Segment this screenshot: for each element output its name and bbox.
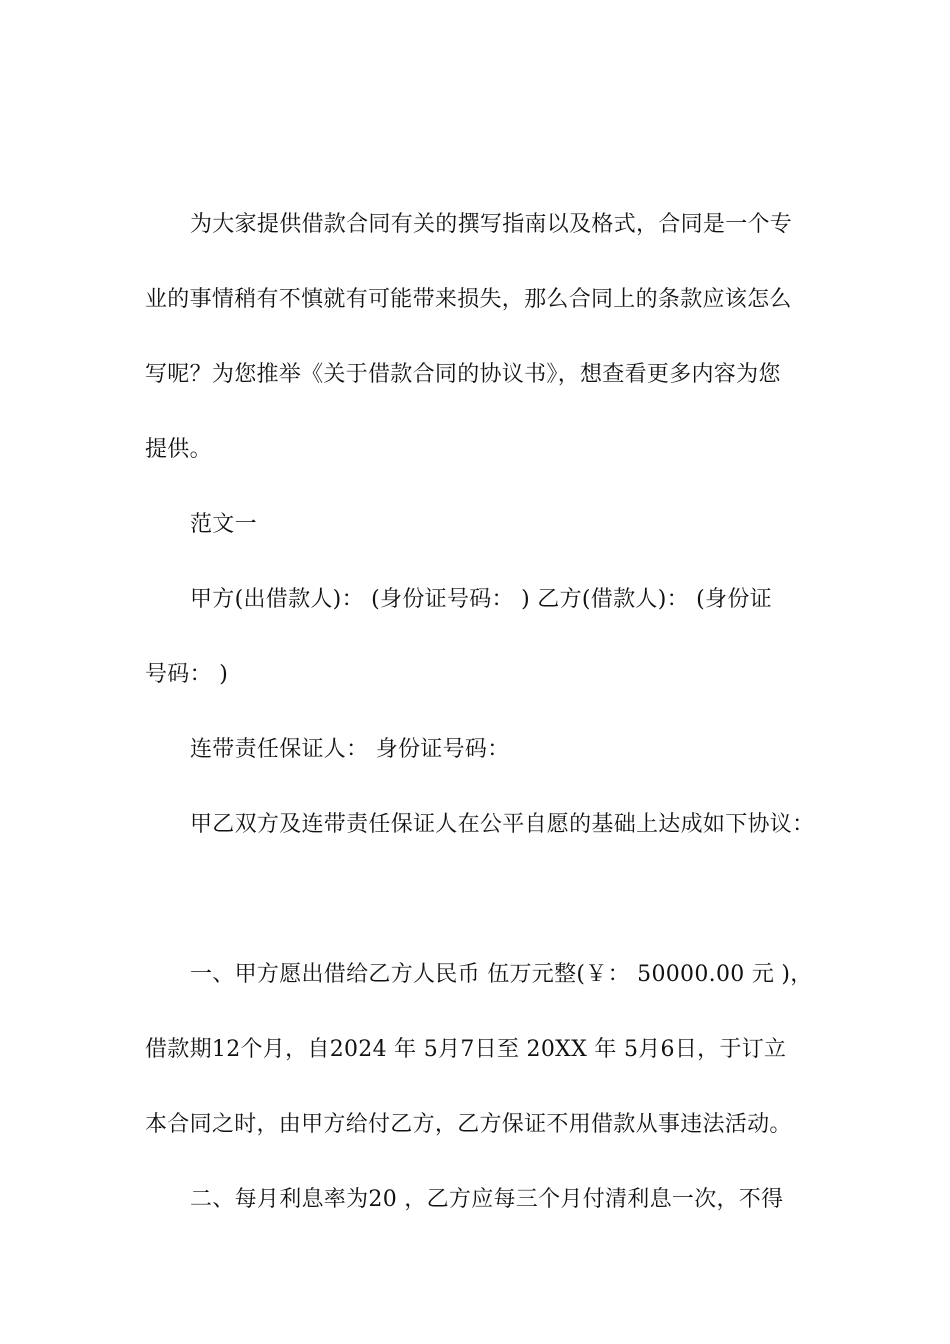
clause-2-line-1: 二、每月利息率为20 ，乙方应每三个月付清利息一次，不得	[190, 1187, 784, 1212]
parties-line-2: 号码： )	[145, 662, 229, 687]
parties-line-1: 甲方(出借款人)： (身份证号码： ) 乙方(借款人)： (身份证	[190, 587, 772, 612]
agreement-intro: 甲乙双方及连带责任保证人在公平自愿的基础上达成如下协议：	[190, 812, 815, 837]
section-heading: 范文一	[190, 512, 257, 537]
clause-1-line-3: 本合同之时，由甲方给付乙方，乙方保证不用借款从事违法活动。	[145, 1112, 792, 1137]
clause-1-line-2: 借款期12个月，自2024 年 5月7日至 20XX 年 5月6日，于订立	[145, 1037, 787, 1062]
clause-1-line-1: 一、甲方愿出借给乙方人民币 伍万元整(￥： 50000.00 元 )，	[190, 962, 813, 987]
guarantor-line: 连带责任保证人： 身份证号码：	[190, 737, 510, 762]
intro-line-4: 提供。	[145, 437, 212, 462]
intro-line-3: 写呢？为您推举《关于借款合同的协议书》，想查看更多内容为您	[145, 362, 781, 387]
intro-line-2: 业的事情稍有不慎就有可能带来损失，那么合同上的条款应该怎么	[145, 287, 792, 312]
intro-line-1: 为大家提供借款合同有关的撰写指南以及格式，合同是一个专	[190, 212, 793, 237]
